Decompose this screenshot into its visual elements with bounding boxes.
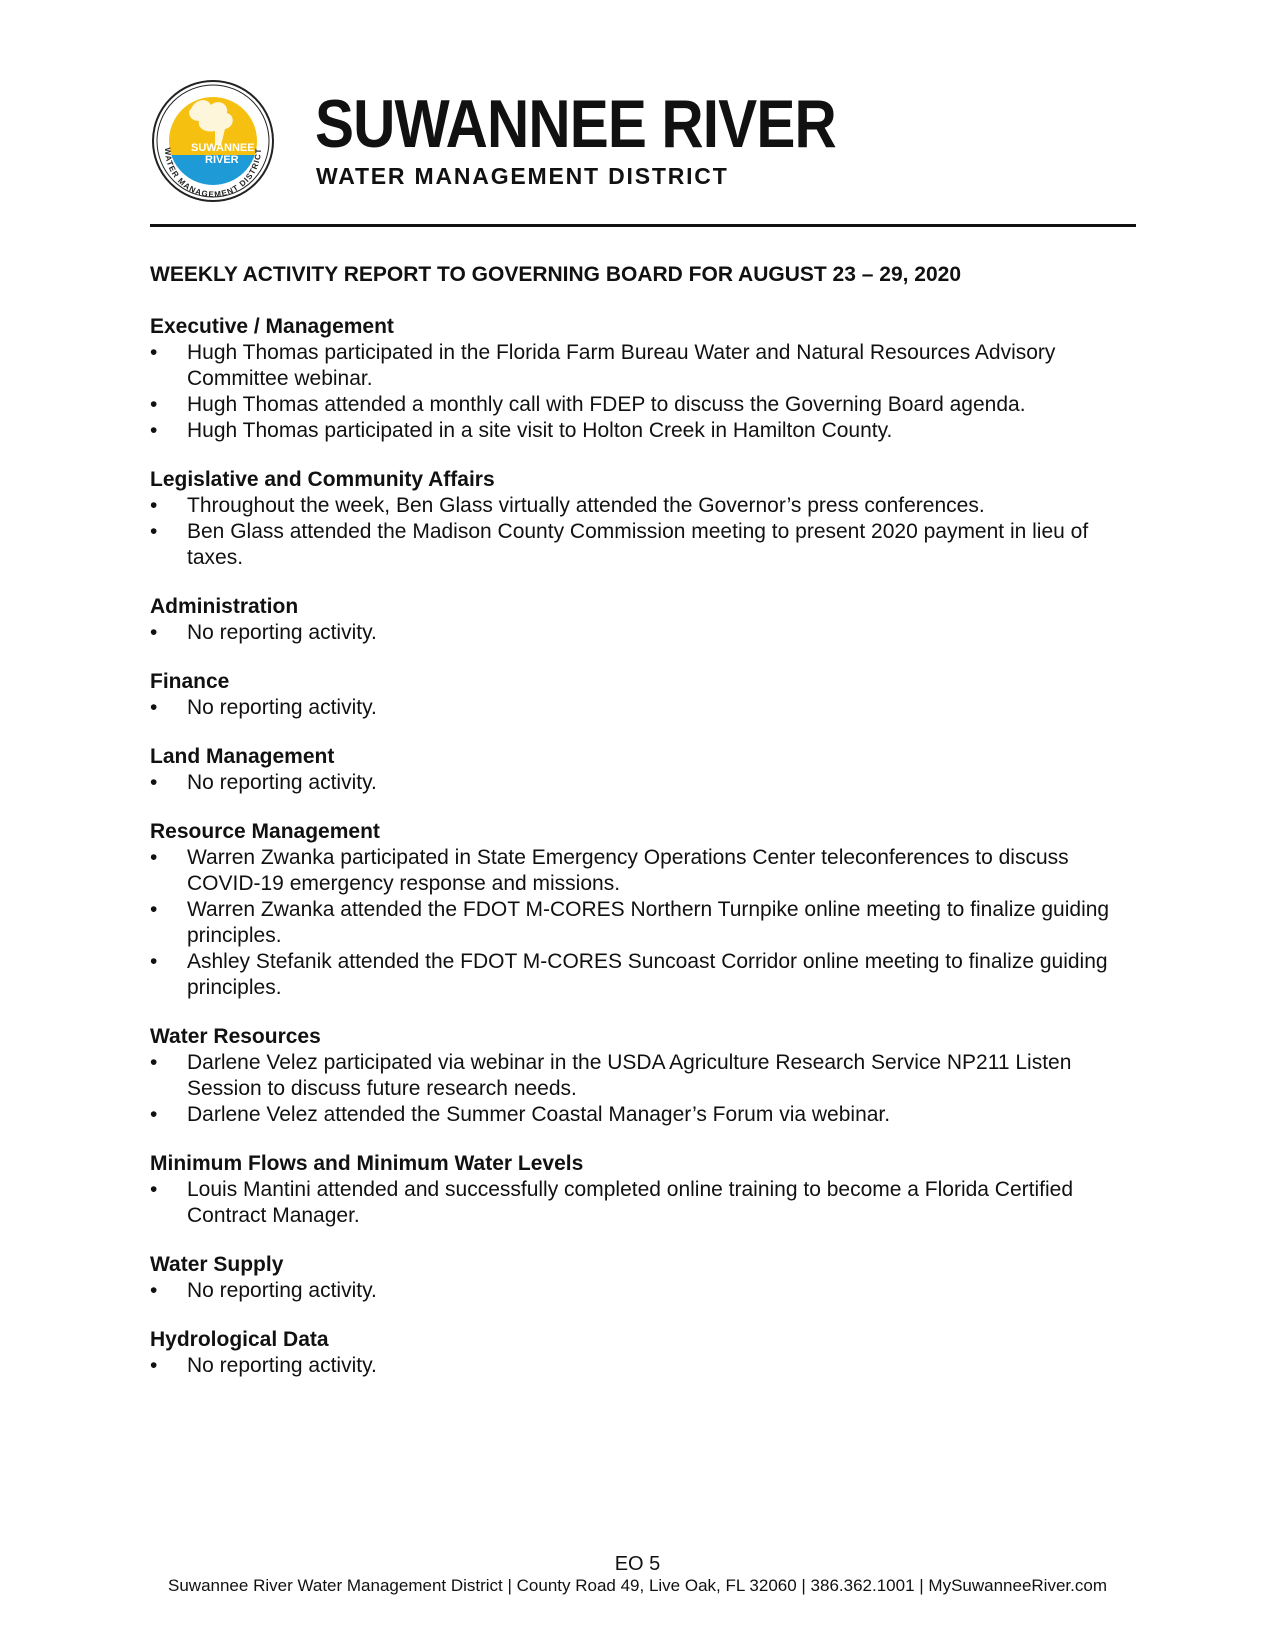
bullet-list <box>150 1177 1130 1229</box>
suwannee-river-seal-icon <box>151 79 275 203</box>
list-item-text: Darlene Velez participated via webinar in the USDA Agriculture Research Service NP211 Listen Session to discuss future research needs. <box>187 1051 1072 1100</box>
list-item <box>150 418 1130 444</box>
bullet-list <box>150 1353 1130 1379</box>
bullet-icon: • <box>150 1178 158 1201</box>
list-item-text: Darlene Velez attended the Summer Coastal Manager’s Forum via webinar. <box>187 1103 891 1126</box>
bullet-list <box>150 1050 1130 1128</box>
list-item-text: No reporting activity. <box>187 1354 377 1377</box>
brand-subtitle: WATER MANAGEMENT DISTRICT <box>316 163 729 189</box>
list-item-text: No reporting activity. <box>187 771 377 794</box>
logo-ring-text: WATER MANAGEMENT DISTRICT <box>162 147 264 200</box>
list-item-text: Ben Glass attended the Madison County Commission meeting to present 2020 payment in lieu of taxes. <box>187 520 1089 569</box>
logo-text-river: RIVER <box>205 154 239 166</box>
section-heading: Executive / Management <box>150 315 394 338</box>
bullet-icon: • <box>150 1354 158 1377</box>
section-heading: Minimum Flows and Minimum Water Levels <box>150 1152 584 1175</box>
footer-address: Suwannee River Water Management District | County Road 49, Live Oak, FL 32060 | 386.362.1001 | MySuwanneeRiver.com <box>168 1576 1107 1595</box>
report-section <box>150 668 1130 721</box>
report-section <box>150 1023 1130 1128</box>
list-item <box>150 620 1130 646</box>
header-divider <box>150 224 1136 227</box>
report-section <box>150 818 1130 1001</box>
list-item <box>150 493 1130 519</box>
section-heading: Finance <box>150 670 230 693</box>
list-item <box>150 949 1130 1001</box>
bullet-icon: • <box>150 393 158 416</box>
list-item-text: Warren Zwanka participated in State Emergency Operations Center teleconferences to discuss COVID-19 emergency response and missions. <box>187 846 1069 895</box>
bullet-icon: • <box>150 494 158 517</box>
list-item-text: No reporting activity. <box>187 621 377 644</box>
bullet-list <box>150 695 1130 721</box>
list-item <box>150 340 1130 392</box>
bullet-icon: • <box>150 1103 158 1126</box>
bullet-icon: • <box>150 621 158 644</box>
section-heading: Resource Management <box>150 820 380 843</box>
bullet-list <box>150 340 1130 444</box>
list-item <box>150 519 1130 571</box>
section-heading: Land Management <box>150 745 335 768</box>
bullet-icon: • <box>150 898 158 921</box>
list-item-text: Hugh Thomas participated in the Florida Farm Bureau Water and Natural Resources Advisory Committee webinar. <box>187 341 1056 390</box>
list-item <box>150 1353 1130 1379</box>
bullet-icon: • <box>150 696 158 719</box>
bullet-list <box>150 770 1130 796</box>
list-item-text: Warren Zwanka attended the FDOT M-CORES Northern Turnpike online meeting to finalize guiding principles. <box>187 898 1110 947</box>
report-section <box>150 466 1130 571</box>
list-item <box>150 1102 1130 1128</box>
bullet-icon: • <box>150 846 158 869</box>
section-heading: Water Resources <box>150 1025 321 1048</box>
logo-text-suwannee: SUWANNEE <box>191 142 255 154</box>
list-item <box>150 770 1130 796</box>
list-item-text: Hugh Thomas participated in a site visit to Holton Creek in Hamilton County. <box>187 419 893 442</box>
list-item-text: Throughout the week, Ben Glass virtually attended the Governor’s press conferences. <box>187 494 985 517</box>
report-section <box>150 743 1130 796</box>
list-item <box>150 897 1130 949</box>
list-item <box>150 1177 1130 1229</box>
report-section <box>150 1251 1130 1304</box>
bullet-list <box>150 493 1130 571</box>
report-section <box>150 1150 1130 1229</box>
list-item <box>150 1278 1130 1304</box>
list-item <box>150 392 1130 418</box>
bullet-icon: • <box>150 771 158 794</box>
bullet-icon: • <box>150 419 158 442</box>
list-item <box>150 1050 1130 1102</box>
bullet-icon: • <box>150 950 158 973</box>
bullet-icon: • <box>150 341 158 364</box>
report-section <box>150 593 1130 646</box>
bullet-icon: • <box>150 1051 158 1074</box>
brand-title: SUWANNEE RIVER <box>315 86 836 162</box>
list-item-text: Louis Mantini attended and successfully completed online training to become a Florida Certified Contract Manager. <box>187 1178 1073 1227</box>
list-item-text: No reporting activity. <box>187 1279 377 1302</box>
list-item <box>150 695 1130 721</box>
report-title: WEEKLY ACTIVITY REPORT TO GOVERNING BOARD FOR AUGUST 23 – 29, 2020 <box>150 263 962 286</box>
section-heading: Legislative and Community Affairs <box>150 468 495 491</box>
list-item-text: Ashley Stefanik attended the FDOT M-CORES Suncoast Corridor online meeting to finalize guiding principles. <box>187 950 1108 999</box>
bullet-list <box>150 1278 1130 1304</box>
report-section <box>150 1326 1130 1379</box>
report-section <box>150 313 1130 444</box>
list-item-text: Hugh Thomas attended a monthly call with FDEP to discuss the Governing Board agenda. <box>187 393 1026 416</box>
section-heading: Water Supply <box>150 1253 284 1276</box>
bullet-icon: • <box>150 520 158 543</box>
list-item <box>150 845 1130 897</box>
section-heading: Hydrological Data <box>150 1328 329 1351</box>
page-number: EO 5 <box>614 1553 661 1575</box>
list-item-text: No reporting activity. <box>187 696 377 719</box>
bullet-icon: • <box>150 1279 158 1302</box>
bullet-list <box>150 845 1130 1001</box>
section-heading: Administration <box>150 595 299 618</box>
bullet-list <box>150 620 1130 646</box>
report-sections <box>150 313 1130 1401</box>
